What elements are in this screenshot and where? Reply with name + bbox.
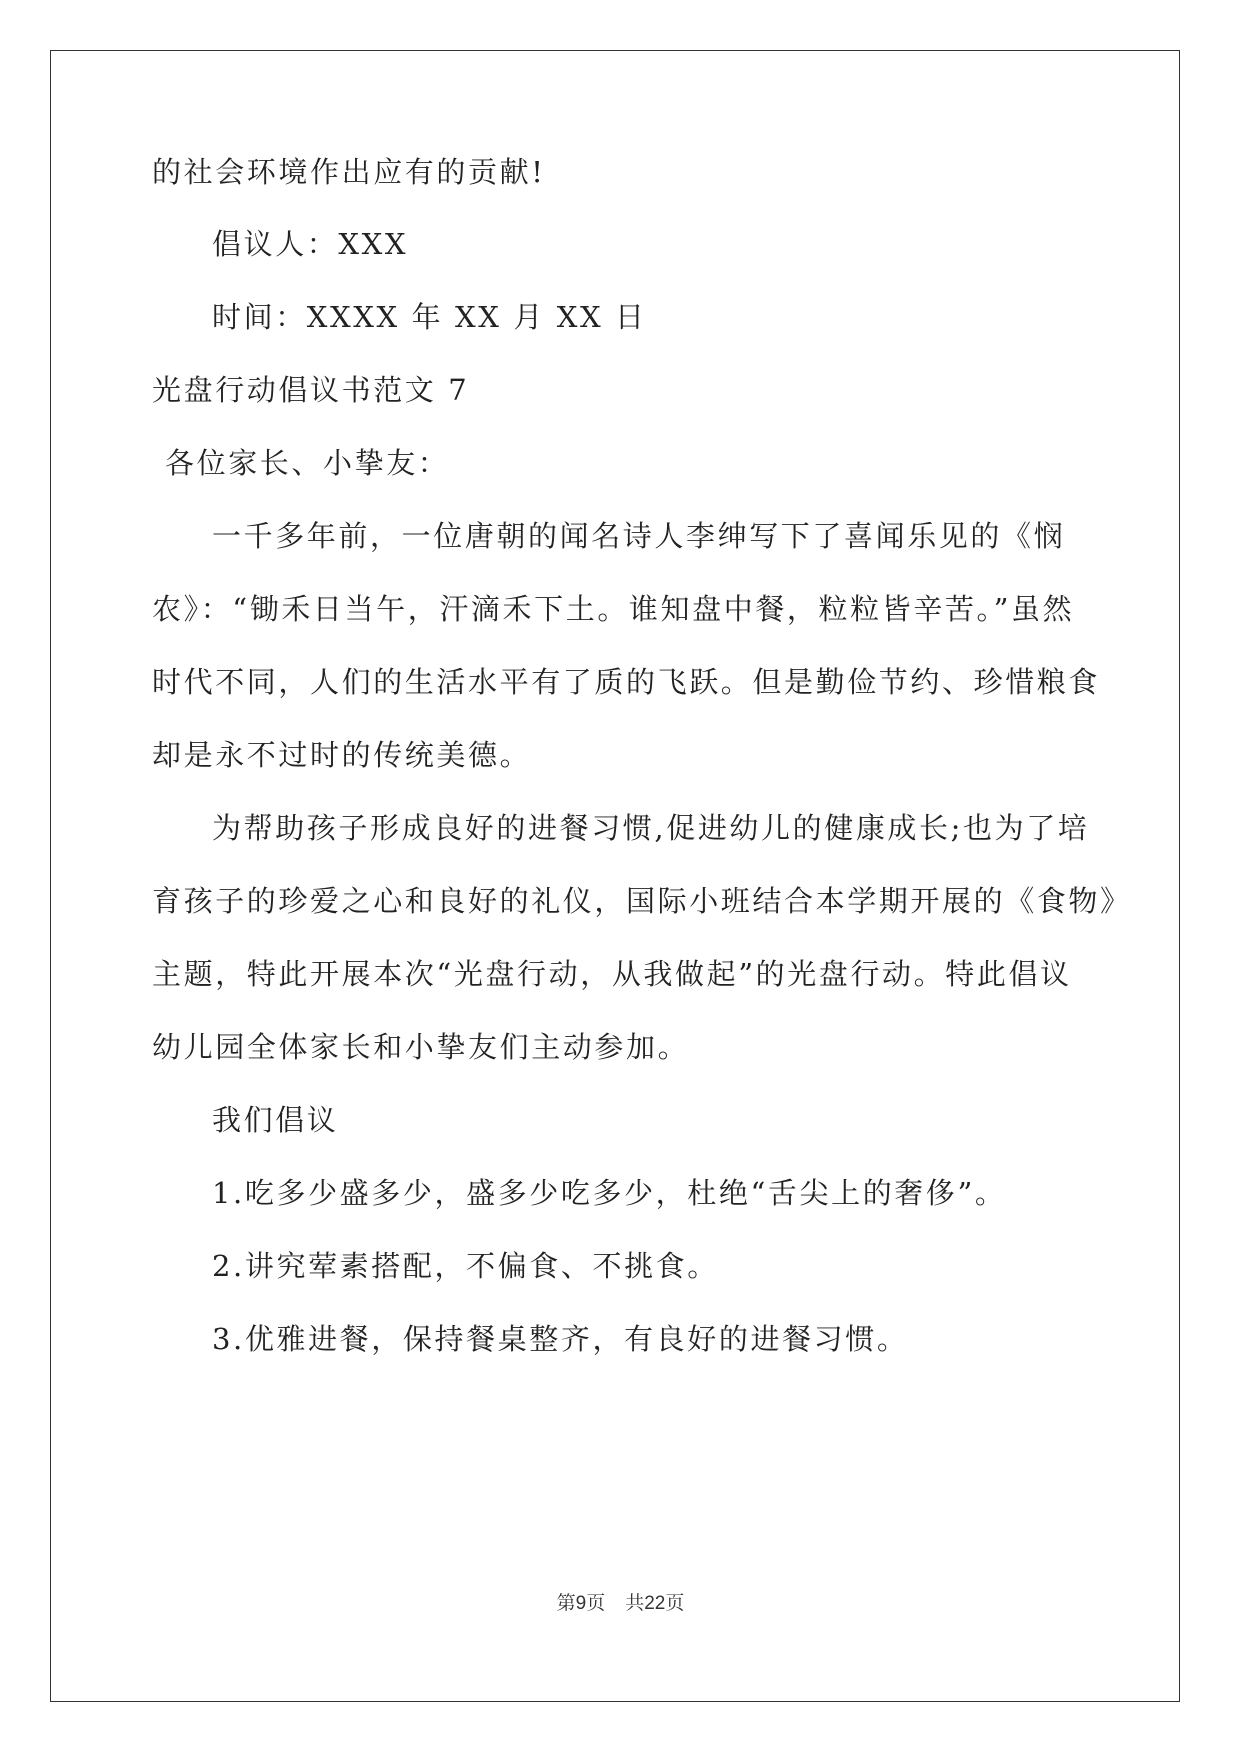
proposal-item-2: 2.讲究荤素搭配，不偏食、不挑食。	[212, 1249, 719, 1283]
total-prefix: 共	[625, 1592, 645, 1614]
section-title: 光盘行动倡议书范文 7	[152, 373, 470, 407]
proposal-heading: 我们倡议	[212, 1103, 339, 1137]
paragraph-1-line-2: 农》：“锄禾日当午，汗滴禾下土。谁知盘中餐，粒粒皆辛苦。”虽然	[152, 592, 1075, 626]
paragraph-1-line-3: 时代不同，人们的生活水平有了质的飞跃。但是勤俭节约、珍惜粮食	[152, 665, 1101, 699]
date-line: 时间：XXXX 年 XX 月 XX 日	[212, 300, 647, 334]
paragraph-1-line-4: 却是永不过时的传统美德。	[152, 738, 532, 772]
paragraph-2-line-3: 主题，特此开展本次“光盘行动，从我做起”的光盘行动。特此倡议	[152, 957, 1072, 991]
paragraph-2-line-1: 为帮助孩子形成良好的进餐习惯,促进幼儿的健康成长;也为了培	[212, 811, 1090, 845]
page-footer	[0, 1588, 1241, 1615]
paragraph-2-line-2: 育孩子的珍爱之心和良好的礼仪，国际小班结合本学期开展的《食物》	[152, 884, 1132, 918]
salutation: 各位家长、小挚友：	[165, 446, 450, 480]
proposer-line: 倡议人：XXX	[212, 227, 409, 261]
proposal-item-3: 3.优雅进餐，保持餐桌整齐，有良好的进餐习惯。	[212, 1322, 909, 1356]
page-prefix: 第	[556, 1592, 576, 1614]
total-page-count: 22	[644, 1593, 666, 1614]
total-suffix: 页	[665, 1592, 685, 1614]
proposal-item-1: 1.吃多少盛多少，盛多少吃多少，杜绝“舌尖上的奢侈”。	[212, 1176, 1007, 1210]
paragraph-1-line-1: 一千多年前，一位唐朝的闻名诗人李绅写下了喜闻乐见的《悯	[212, 519, 1066, 553]
text-line-closing-sentence: 的社会环境作出应有的贡献!	[152, 155, 546, 189]
current-page-number: 9	[575, 1593, 587, 1614]
paragraph-2-line-4: 幼儿园全体家长和小挚友们主动参加。	[152, 1030, 690, 1064]
page-word: 页	[586, 1592, 606, 1614]
